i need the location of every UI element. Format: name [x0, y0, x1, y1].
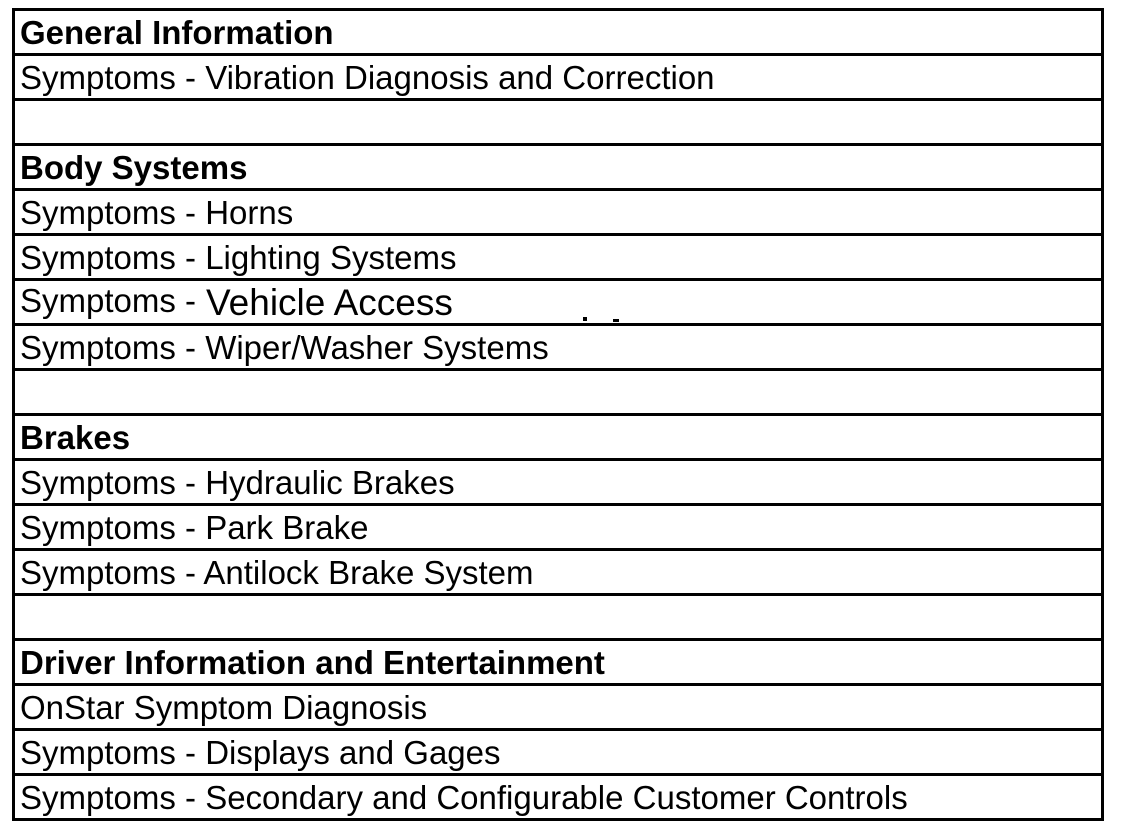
empty-row — [15, 101, 1101, 146]
symptoms-table — [12, 8, 1104, 821]
table-row: Symptoms - Antilock Brake System — [15, 551, 1101, 596]
section-header: Brakes — [15, 416, 1101, 461]
scan-artifact-mark — [583, 317, 587, 321]
row-prefix: Symptoms - — [20, 282, 197, 319]
table-row-vehicle-access — [15, 281, 1101, 326]
table-row: Symptoms - Secondary and Configurable Customer Controls — [15, 776, 1101, 821]
row-emphasis: Vehicle Access — [206, 282, 453, 323]
section-header: General Information — [15, 11, 1101, 56]
table-row: Symptoms - Lighting Systems — [15, 236, 1101, 281]
table-row: Symptoms - Wiper/Washer Systems — [15, 326, 1101, 371]
section-header: Driver Information and Entertainment — [15, 641, 1101, 686]
scan-artifact-mark — [613, 319, 619, 322]
table-row: Symptoms - Hydraulic Brakes — [15, 461, 1101, 506]
table-row: Symptoms - Displays and Gages — [15, 731, 1101, 776]
empty-row — [15, 371, 1101, 416]
table-row: Symptoms - Park Brake — [15, 506, 1101, 551]
empty-row — [15, 596, 1101, 641]
table-row: Symptoms - Horns — [15, 191, 1101, 236]
section-header: Body Systems — [15, 146, 1101, 191]
table-row: OnStar Symptom Diagnosis — [15, 686, 1101, 731]
table-row: Symptoms - Vibration Diagnosis and Correction — [15, 56, 1101, 101]
